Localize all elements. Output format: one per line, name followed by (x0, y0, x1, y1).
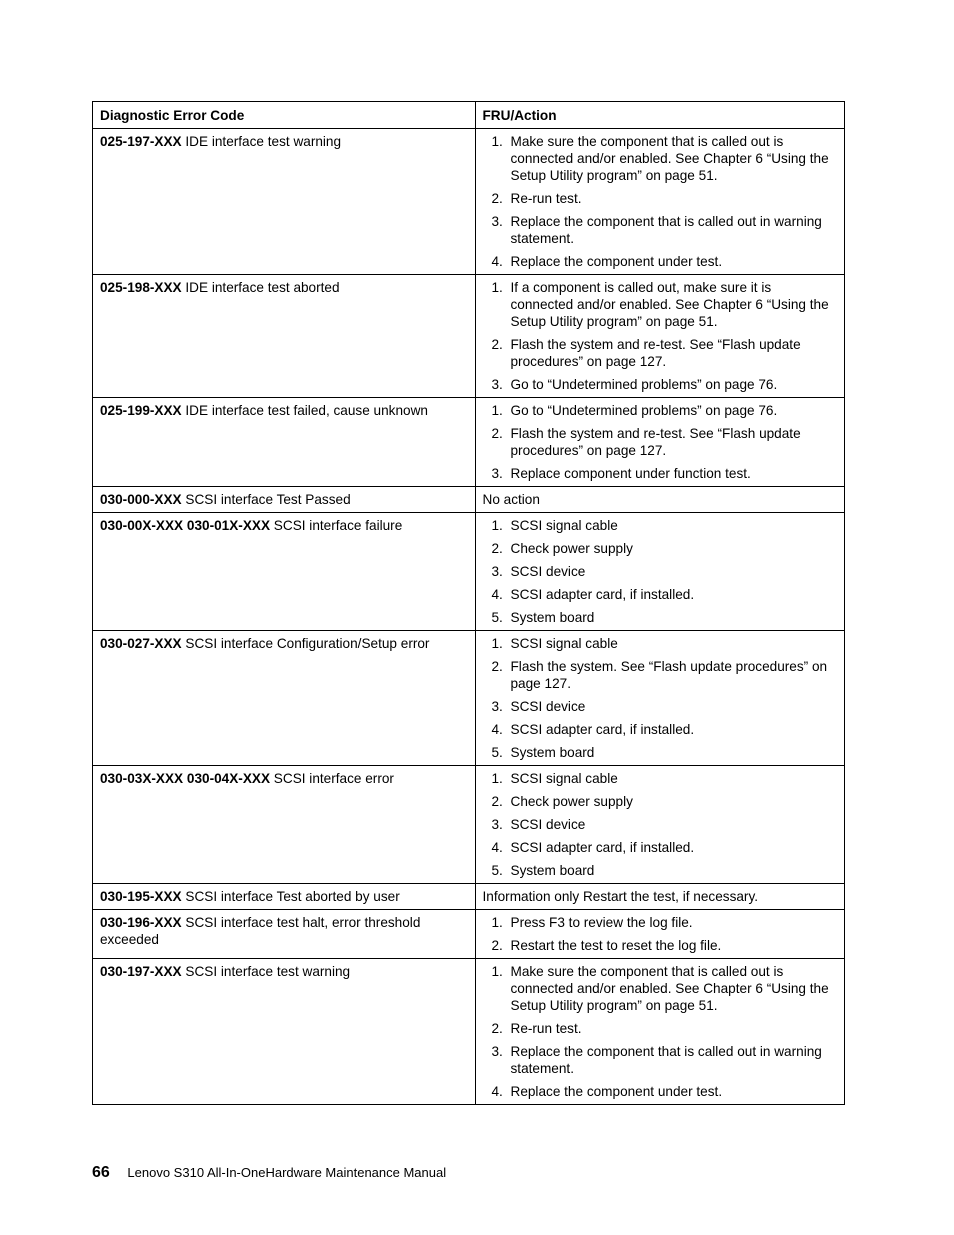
step-text: If a component is called out, make sure it is connected and/or enabled. See Chapter 6 “Using the Setup Utility program” on page 51. (510, 280, 829, 329)
error-code-cell (93, 631, 476, 766)
step-text: SCSI signal cable (510, 771, 618, 786)
step-number: 2. (491, 1021, 503, 1036)
step-number: 1. (491, 134, 503, 149)
action-step (483, 1020, 838, 1037)
step-text: SCSI device (510, 564, 586, 579)
step-number: 1. (491, 771, 503, 786)
error-code: 025-198-XXX (100, 280, 182, 295)
error-code-cell (93, 910, 476, 959)
error-code-cell (93, 766, 476, 884)
step-number: 4. (491, 254, 503, 269)
step-number: 5. (491, 610, 503, 625)
step-number: 2. (491, 794, 503, 809)
fru-action-cell (475, 275, 845, 398)
action-steps-list (483, 133, 838, 270)
table-row (93, 884, 845, 910)
error-code: 030-195-XXX (100, 889, 182, 904)
error-code: 030-000-XXX (100, 492, 182, 507)
error-code: 030-00X-XXX 030-01X-XXX (100, 518, 271, 533)
step-text: Press F3 to review the log file. (510, 915, 693, 930)
fru-action-cell (475, 129, 845, 275)
step-text: Re-run test. (510, 191, 582, 206)
error-description: SCSI interface Test aborted by user (181, 889, 400, 904)
step-text: Flash the system and re-test. See “Flash update procedures” on page 127. (510, 426, 801, 458)
fru-action-cell (475, 884, 845, 910)
step-text: SCSI signal cable (510, 518, 618, 533)
step-number: 5. (491, 745, 503, 760)
step-text: SCSI device (510, 699, 586, 714)
step-number: 3. (491, 699, 503, 714)
table-row (93, 129, 845, 275)
step-text: SCSI adapter card, if installed. (510, 722, 695, 737)
action-step (483, 517, 838, 534)
step-text: Restart the test to reset the log file. (510, 938, 722, 953)
step-number: 3. (491, 564, 503, 579)
fru-action-cell (475, 766, 845, 884)
page-number: 66 (92, 1164, 110, 1181)
action-step (483, 839, 838, 856)
action-steps-list (483, 279, 838, 393)
fru-action-cell (475, 631, 845, 766)
action-step (483, 721, 838, 738)
step-text: Replace the component under test. (510, 1084, 723, 1099)
action-step (483, 540, 838, 557)
error-code-cell (93, 959, 476, 1105)
error-code: 030-196-XXX (100, 915, 182, 930)
step-text: Flash the system and re-test. See “Flash update procedures” on page 127. (510, 337, 801, 369)
fru-action-cell (475, 487, 845, 513)
error-description: SCSI interface test warning (181, 964, 351, 979)
manual-title: Lenovo S310 All-In-OneHardware Maintenance Manual (127, 1165, 447, 1180)
action-step (483, 279, 838, 330)
table-row (93, 766, 845, 884)
action-steps-list (483, 914, 838, 954)
page-footer (92, 1164, 446, 1182)
step-text: Go to “Undetermined problems” on page 76. (510, 377, 778, 392)
step-number: 2. (491, 541, 503, 556)
table-header-row (93, 102, 845, 129)
diagnostic-error-table (92, 101, 845, 1105)
step-number: 3. (491, 1044, 503, 1059)
step-number: 2. (491, 191, 503, 206)
step-text: Make sure the component that is called out is connected and/or enabled. See Chapter 6 “Using the Setup Utility program” on page 51. (510, 964, 829, 1013)
header-fru-action: FRU/Action (475, 102, 845, 129)
step-number: 3. (491, 817, 503, 832)
error-code-cell (93, 487, 476, 513)
action-step (483, 698, 838, 715)
action-step (483, 586, 838, 603)
table-row (93, 959, 845, 1105)
step-text: Replace component under function test. (510, 466, 751, 481)
step-number: 5. (491, 863, 503, 878)
table-body (93, 129, 845, 1105)
action-step (483, 1043, 838, 1077)
error-description: SCSI interface Test Passed (181, 492, 351, 507)
step-text: System board (510, 863, 595, 878)
error-code: 030-197-XXX (100, 964, 182, 979)
error-description: IDE interface test aborted (181, 280, 340, 295)
action-step (483, 816, 838, 833)
action-step (483, 635, 838, 652)
action-step (483, 425, 838, 459)
step-text: Check power supply (510, 541, 633, 556)
error-code: 025-199-XXX (100, 403, 182, 418)
step-number: 2. (491, 426, 503, 441)
error-code-cell (93, 398, 476, 487)
action-step (483, 402, 838, 419)
step-number: 2. (491, 938, 503, 953)
error-code-cell (93, 513, 476, 631)
step-number: 1. (491, 280, 503, 295)
action-step (483, 862, 838, 879)
table-row (93, 631, 845, 766)
table-row (93, 398, 845, 487)
fru-action-cell (475, 398, 845, 487)
fru-action-cell (475, 513, 845, 631)
action-step (483, 213, 838, 247)
step-text: SCSI adapter card, if installed. (510, 587, 695, 602)
step-text: Make sure the component that is called out is connected and/or enabled. See Chapter 6 “Using the Setup Utility program” on page 51. (510, 134, 829, 183)
step-number: 4. (491, 1084, 503, 1099)
table-row (93, 513, 845, 631)
step-number: 2. (491, 337, 503, 352)
step-number: 3. (491, 214, 503, 229)
step-number: 4. (491, 587, 503, 602)
step-number: 2. (491, 659, 503, 674)
table-row (93, 487, 845, 513)
error-description: SCSI interface test halt, error threshold exceeded (100, 915, 421, 947)
step-number: 3. (491, 377, 503, 392)
action-step (483, 914, 838, 931)
action-step (483, 336, 838, 370)
step-number: 4. (491, 722, 503, 737)
table-row (93, 910, 845, 959)
error-description: SCSI interface failure (270, 518, 403, 533)
step-text: Replace the component that is called out in warning statement. (510, 214, 822, 246)
action-step (483, 963, 838, 1014)
action-step (483, 133, 838, 184)
error-code: 025-197-XXX (100, 134, 182, 149)
action-step (483, 770, 838, 787)
step-text: SCSI adapter card, if installed. (510, 840, 695, 855)
step-text: System board (510, 745, 595, 760)
error-code: 030-027-XXX (100, 636, 182, 651)
table-row (93, 275, 845, 398)
action-step (483, 376, 838, 393)
action-step (483, 190, 838, 207)
step-number: 1. (491, 915, 503, 930)
error-description: SCSI interface Configuration/Setup error (181, 636, 430, 651)
step-text: Replace the component that is called out in warning statement. (510, 1044, 822, 1076)
error-code-cell (93, 884, 476, 910)
step-text: Check power supply (510, 794, 633, 809)
action-step (483, 937, 838, 954)
step-text: Replace the component under test. (510, 254, 723, 269)
step-number: 1. (491, 518, 503, 533)
step-number: 1. (491, 636, 503, 651)
step-text: Re-run test. (510, 1021, 582, 1036)
error-description: IDE interface test warning (181, 134, 342, 149)
action-steps-list (483, 770, 838, 879)
action-step (483, 609, 838, 626)
fru-action-cell (475, 910, 845, 959)
step-text: System board (510, 610, 595, 625)
error-code-cell (93, 129, 476, 275)
fru-action-cell (475, 959, 845, 1105)
action-step (483, 658, 838, 692)
step-text: SCSI device (510, 817, 586, 832)
step-number: 3. (491, 466, 503, 481)
error-description: SCSI interface error (270, 771, 394, 786)
error-code-cell (93, 275, 476, 398)
error-code: 030-03X-XXX 030-04X-XXX (100, 771, 271, 786)
action-step (483, 744, 838, 761)
step-text: Flash the system. See “Flash update procedures” on page 127. (510, 659, 828, 691)
action-step (483, 1083, 838, 1100)
error-description: IDE interface test failed, cause unknown (181, 403, 428, 418)
step-number: 4. (491, 840, 503, 855)
action-step (483, 253, 838, 270)
step-text: SCSI signal cable (510, 636, 618, 651)
action-steps-list (483, 402, 838, 482)
header-diagnostic-error-code: Diagnostic Error Code (93, 102, 476, 129)
action-steps-list (483, 635, 838, 761)
step-number: 1. (491, 403, 503, 418)
action-step (483, 793, 838, 810)
action-steps-list (483, 963, 838, 1100)
step-text: Go to “Undetermined problems” on page 76. (510, 403, 778, 418)
action-step (483, 465, 838, 482)
action-text: No action (482, 492, 540, 507)
action-steps-list (483, 517, 838, 626)
action-text: Information only Restart the test, if necessary. (482, 889, 759, 904)
action-step (483, 563, 838, 580)
step-number: 1. (491, 964, 503, 979)
